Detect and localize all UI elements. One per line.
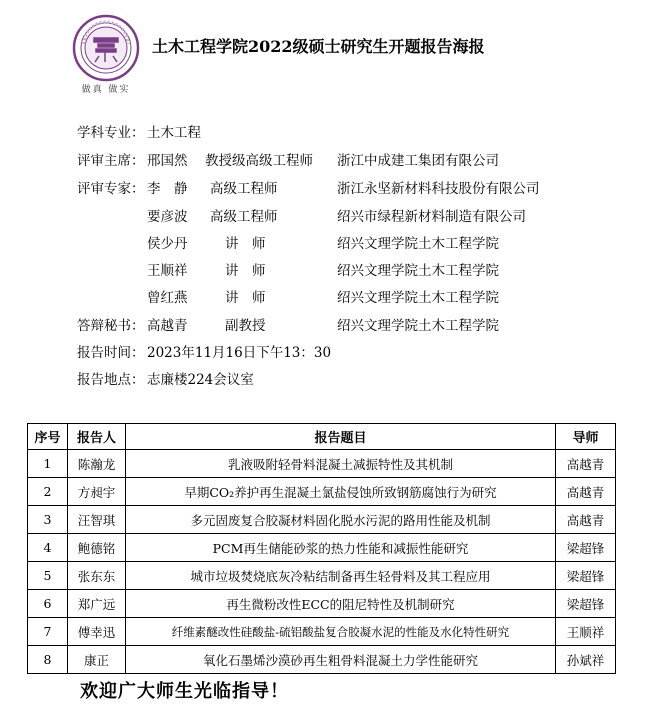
time-label: 报告时间： (77, 345, 145, 361)
expert-name: 侯少丹 (147, 236, 188, 252)
cell-presenter: 陈瀚龙 (68, 450, 126, 478)
cell-topic: 再生微粉改性ECC的阻尼特性及机制研究 (126, 590, 556, 618)
cell-advisor: 高越青 (556, 450, 616, 478)
chair-label: 评审主席： (77, 153, 145, 169)
cell-presenter: 康正 (68, 646, 126, 674)
header-no: 序号 (28, 424, 68, 450)
cell-presenter: 张东东 (68, 562, 126, 590)
cell-presenter: 方昶宇 (68, 478, 126, 506)
cell-presenter: 汪智琪 (68, 506, 126, 534)
cell-topic: 多元固废复合胶凝材料固化脱水污泥的路用性能及机制 (126, 506, 556, 534)
expert-title: 高级工程师 (210, 181, 278, 197)
expert-title: 讲 师 (225, 290, 266, 306)
expert-org: 绍兴文理学院土木工程学院 (337, 236, 499, 252)
cell-advisor: 梁超锋 (556, 562, 616, 590)
expert-name: 曾红燕 (147, 290, 188, 306)
header-presenter: 报告人 (68, 424, 126, 450)
table-row (28, 618, 616, 646)
cell-no: 6 (28, 590, 68, 618)
cell-no: 7 (28, 618, 68, 646)
chair-org: 浙江中成建工集团有限公司 (337, 153, 499, 169)
secretary-org: 绍兴文理学院土木工程学院 (337, 318, 499, 334)
cell-no: 2 (28, 478, 68, 506)
schedule-table (27, 423, 616, 674)
secretary-name: 高越青 (147, 318, 188, 334)
cell-topic: 氧化石墨烯沙漠砂再生粗骨料混凝土力学性能研究 (126, 646, 556, 674)
cell-no: 8 (28, 646, 68, 674)
expert-org: 浙江永坚新材料科技股份有限公司 (337, 181, 540, 197)
table-row (28, 590, 616, 618)
place-label: 报告地点： (77, 372, 145, 388)
expert-title: 讲 师 (225, 236, 266, 252)
time-value: 2023年11月16日下午13：30 (147, 345, 332, 361)
page-title: 土木工程学院2022级硕士研究生开题报告海报 (152, 37, 485, 56)
logo-motto: 做真 做实 (81, 85, 131, 95)
cell-presenter: 鲍德铭 (68, 534, 126, 562)
header-advisor: 导师 (556, 424, 616, 450)
table-row (28, 534, 616, 562)
welcome-message: 欢迎广大师生光临指导！ (80, 681, 289, 702)
cell-advisor: 王顺祥 (556, 618, 616, 646)
cell-no: 1 (28, 450, 68, 478)
chair-title: 教授级高级工程师 (205, 153, 313, 169)
cell-topic: PCM再生储能砂浆的热力性能和减振性能研究 (126, 534, 556, 562)
table-header-row (28, 424, 616, 450)
expert-name: 王顺祥 (147, 263, 188, 279)
chair-name: 邢国然 (147, 153, 188, 169)
cell-no: 5 (28, 562, 68, 590)
table-row (28, 506, 616, 534)
table-row (28, 562, 616, 590)
cell-presenter: 郑广远 (68, 590, 126, 618)
expert-org: 绍兴文理学院土木工程学院 (337, 263, 499, 279)
university-logo (72, 14, 140, 96)
expert-org: 绍兴文理学院土木工程学院 (337, 290, 499, 306)
cell-no: 4 (28, 534, 68, 562)
university-seal-icon (72, 14, 140, 82)
cell-advisor: 梁超锋 (556, 590, 616, 618)
cell-topic: 城市垃圾焚烧底灰冷粘结制备再生轻骨料及其工程应用 (126, 562, 556, 590)
cell-advisor: 高越青 (556, 478, 616, 506)
experts-label: 评审专家： (77, 181, 145, 197)
expert-org: 绍兴市绿程新材料制造有限公司 (337, 209, 526, 225)
subject-value: 土木工程 (147, 125, 201, 141)
cell-no: 3 (28, 506, 68, 534)
cell-topic: 纤维素醚改性硅酸盐-硫铝酸盐复合胶凝水泥的性能及水化特性研究 (126, 618, 556, 646)
table-row (28, 646, 616, 674)
subject-label: 学科专业： (77, 125, 145, 141)
cell-advisor: 梁超锋 (556, 534, 616, 562)
secretary-title: 副教授 (225, 318, 266, 334)
cell-topic: 乳液吸附轻骨料混凝土减振特性及其机制 (126, 450, 556, 478)
header-topic: 报告题目 (126, 424, 556, 450)
secretary-label: 答辩秘书： (77, 318, 145, 334)
expert-title: 讲 师 (225, 263, 266, 279)
cell-advisor: 孙斌祥 (556, 646, 616, 674)
cell-presenter: 傅幸迅 (68, 618, 126, 646)
expert-name: 要彦波 (147, 209, 188, 225)
place-value: 志廉楼224会议室 (147, 372, 254, 388)
expert-title: 高级工程师 (210, 209, 278, 225)
table-row (28, 478, 616, 506)
cell-topic: 早期CO₂养护再生混凝土氯盐侵蚀所致钢筋腐蚀行为研究 (126, 478, 556, 506)
table-row (28, 450, 616, 478)
expert-name: 李 静 (147, 181, 188, 197)
cell-advisor: 高越青 (556, 506, 616, 534)
